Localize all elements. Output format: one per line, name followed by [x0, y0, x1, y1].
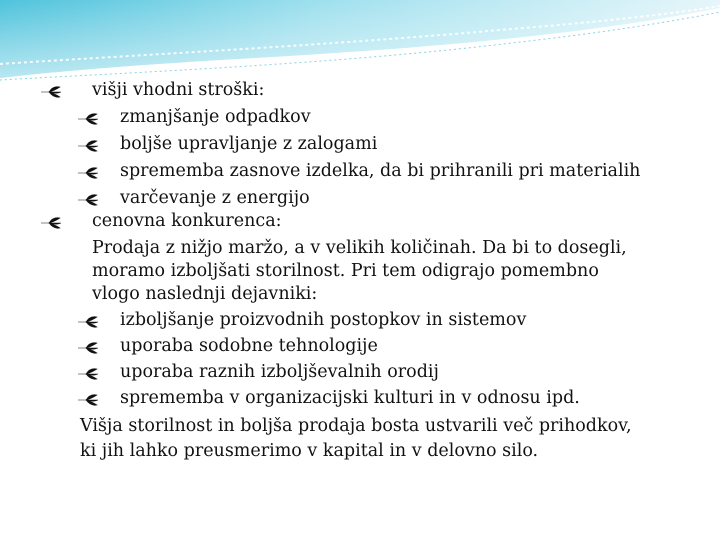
paragraph-line: vlogo naslednji dejavniki:: [92, 284, 318, 304]
factor-item: izboljšanje proizvodnih postopkov in sistemov: [120, 310, 527, 330]
paragraph-line: Prodaja z nižjo maržo, a v velikih količinah. Da bi to dosegli,: [92, 238, 627, 258]
factor-item: sprememba v organizacijski kulturi in v odnosu ipd.: [120, 388, 580, 408]
factor-item: uporaba raznih izboljševalnih orodij: [120, 362, 439, 382]
paragraph-line: moramo izboljšati storilnost. Pri tem odigrajo pomembno: [92, 261, 599, 281]
sub-item-inventory-management: boljše upravljanje z zalogami: [120, 134, 378, 154]
three-petal-sprig-icon: [77, 393, 99, 407]
three-petal-sprig-icon: [77, 367, 99, 381]
conclusion-line: Višja storilnost in boljša prodaja bosta ustvarili več prihodkov,: [80, 416, 632, 436]
sub-item-energy-saving: varčevanje z energijo: [120, 188, 310, 208]
sub-item-product-redesign: sprememba zasnove izdelka, da bi prihranili pri materialih: [120, 161, 641, 181]
three-petal-sprig-icon: [77, 139, 99, 153]
three-petal-sprig-icon: [77, 341, 99, 355]
conclusion-line: ki jih lahko preusmerimo v kapital in v delovno silo.: [80, 441, 539, 461]
three-petal-sprig-icon: [40, 85, 62, 99]
three-petal-sprig-icon: [77, 112, 99, 126]
three-petal-sprig-icon: [77, 166, 99, 180]
three-petal-sprig-icon: [77, 315, 99, 329]
bullet-item-price-competition: cenovna konkurenca:: [92, 211, 282, 231]
sub-item-waste-reduction: zmanjšanje odpadkov: [120, 107, 311, 127]
three-petal-sprig-icon: [40, 216, 62, 230]
bullet-item-higher-input-costs: višji vhodni stroški:: [92, 80, 265, 100]
three-petal-sprig-icon: [77, 193, 99, 207]
factor-item: uporaba sodobne tehnologije: [120, 336, 378, 356]
